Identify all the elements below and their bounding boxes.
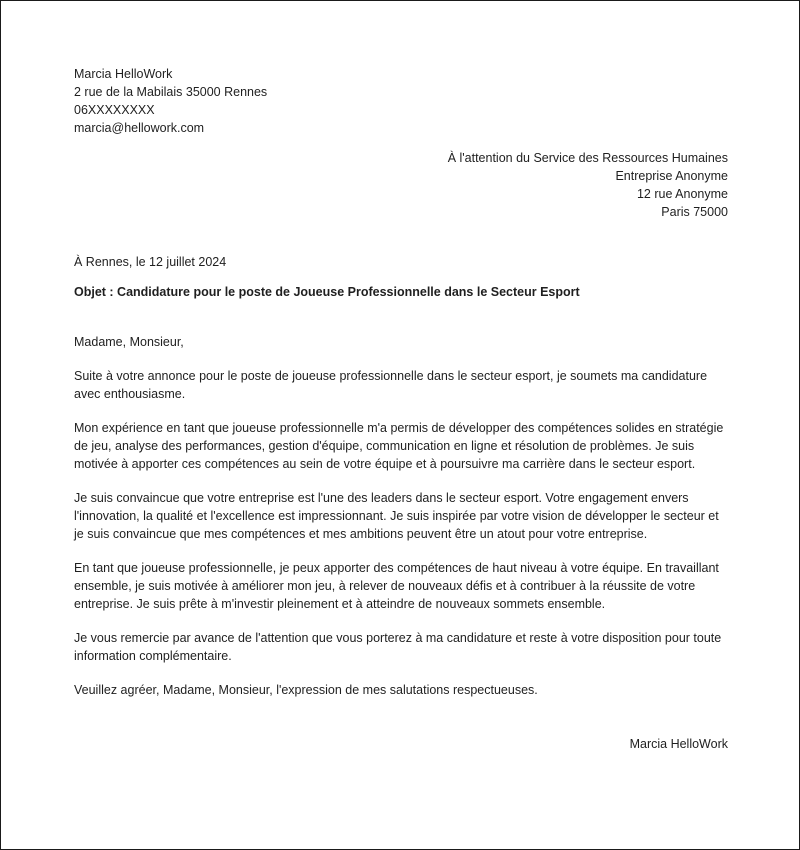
recipient-block (74, 149, 728, 221)
recipient-city: Paris 75000 (661, 205, 728, 219)
date-line: À Rennes, le 12 juillet 2024 (74, 255, 227, 269)
sender-name: Marcia HelloWork (74, 67, 173, 81)
sender-email: marcia@hellowork.com (74, 121, 205, 135)
sender-block (74, 65, 728, 137)
subject-line: Objet : Candidature pour le poste de Joueuse Professionnelle dans le Secteur Esport (74, 285, 580, 299)
body-paragraph: En tant que joueuse professionnelle, je peux apporter des compétences de haut niveau à votre équipe. En travaillant ensemble, je suis motivée à améliorer mon jeu, à relever de nouveaux défis et à contribuer à la réussite de votre entreprise. Je suis prête à m'investir pleinement et à atteindre de nouveaux sommets ensemble. (74, 561, 719, 611)
recipient-company: Entreprise Anonyme (615, 169, 728, 183)
body-paragraph: Je suis convaincue que votre entreprise est l'une des leaders dans le secteur esport. Votre engagement envers l'innovation, la qualité et l'excellence est impressionnant. Je suis inspirée par votre vision de développer le secteur et je suis convaincue que mes compétences et mes ambitions peuvent être un atout pour votre entreprise. (74, 491, 719, 541)
signature: Marcia HelloWork (629, 737, 728, 751)
salutation: Madame, Monsieur, (74, 335, 184, 349)
body-paragraph: Je vous remercie par avance de l'attention que vous porterez à ma candidature et reste à votre disposition pour toute information complémentaire. (74, 631, 722, 663)
cover-letter (74, 65, 728, 753)
closing-formula: Veuillez agréer, Madame, Monsieur, l'expression de mes salutations respectueuses. (74, 683, 538, 697)
sender-phone: 06XXXXXXXX (74, 103, 155, 117)
body-paragraph: Suite à votre annonce pour le poste de joueuse professionnelle dans le secteur esport, je soumets ma candidature avec enthousiasme. (74, 369, 708, 401)
recipient-attention: À l'attention du Service des Ressources Humaines (447, 151, 728, 165)
sender-address: 2 rue de la Mabilais 35000 Rennes (74, 85, 268, 99)
body-paragraph: Mon expérience en tant que joueuse professionnelle m'a permis de développer des compétences solides en stratégie de jeu, analyse des performances, gestion d'équipe, communication en ligne et résolution de problèmes. Je suis motivée à apporter ces compétences au sein de votre équipe et à poursuivre ma carrière dans le secteur esport. (74, 421, 724, 471)
recipient-street: 12 rue Anonyme (636, 187, 728, 201)
